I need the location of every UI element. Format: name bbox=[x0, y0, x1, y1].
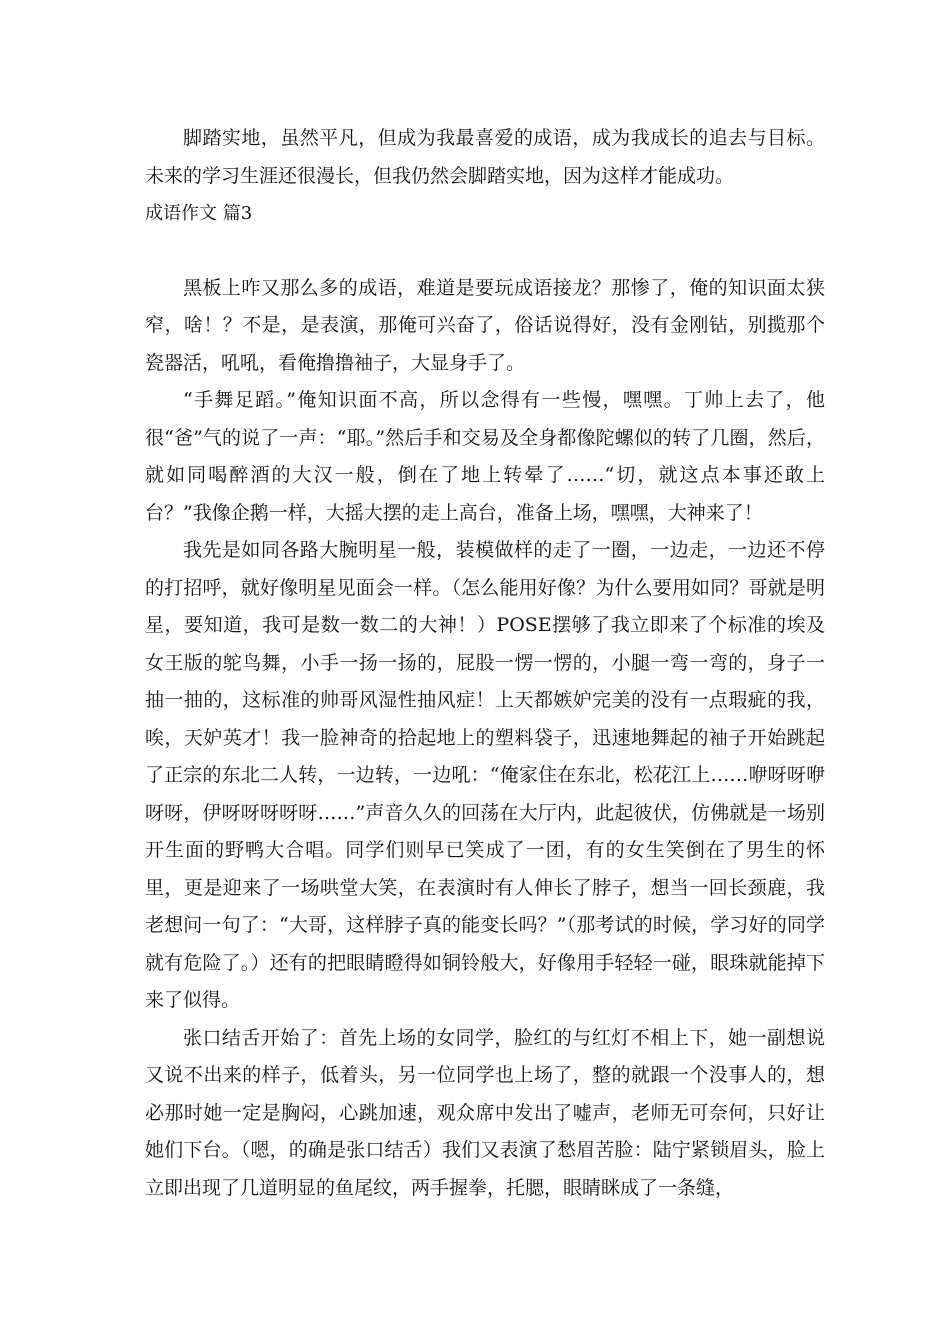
blank-line bbox=[145, 233, 825, 270]
body-paragraph: 张口结舌开始了：首先上场的女同学，脸红的与红灯不相上下，她一副想说又说不出来的样子，低着头，另一位同学也上场了，整的就跟一个没事人的，想必那时她一定是胸闷，心跳加速，观众席中发出了嘘声，老师无可奈何，只好让她们下台。（嗯，的确是张口结舌）我们又表演了愁眉苦脸：陆宁紧锁眉头，脸上立即出现了几道明显的鱼尾纹，两手握拳，托腮，眼睛眯成了一条缝， bbox=[145, 1026, 825, 1199]
document-body bbox=[145, 120, 825, 1207]
intro-paragraph: 脚踏实地，虽然平凡，但成为我最喜爱的成语，成为我成长的追去与目标。未来的学习生涯还很漫长，但我仍然会脚踏实地，因为这样才能成功。 bbox=[145, 127, 825, 187]
body-paragraph: 我先是如同各路大腕明星一般，装模做样的走了一圈，一边走，一边还不停的打招呼，就好像明星见面会一样。（怎么能用好像？为什么要用如同？哥就是明星，要知道，我可是数一数二的大神！）POSE摆够了我立即来了个标准的埃及女王版的鸵鸟舞，小手一扬一扬的，屁股一愣一愣的，小腿一弯一弯的，身子一抽一抽的，这标准的帅哥风湿性抽风症！上天都嫉妒完美的没有一点瑕疵的我，唉，天妒英才！我一脸神奇的拾起地上的塑料袋子，迅速地舞起的袖子开始跳起了正宗的东北二人转，一边转，一边吼：“俺家住在东北，松花江上……咿呀呀咿呀呀，伊呀呀呀呀呀……”声音久久的回荡在大厅内，此起彼伏，仿佛就是一场别开生面的野鸭大合唱。同学们则早已笑成了一团，有的女生笑倒在了男生的怀里，更是迎来了一场哄堂大笑，在表演时有人伸长了脖子，想当一回长颈鹿，我老想问一句了：“大哥，这样脖子真的能变长吗？”（那考试的时候，学习好的同学就有危险了。）还有的把眼睛瞪得如铜铃般大，好像用手轻轻一碰，眼珠就能掉下来了似得。 bbox=[145, 539, 825, 1011]
body-paragraph: “手舞足蹈。”俺知识面不高，所以念得有一些慢，嘿嘿。丁帅上去了，他很“爸”气的说了一声：“耶。”然后手和交易及全身都像陀螺似的转了几圈，然后，就如同喝醉酒的大汉一般，倒在了地上转晕了……“切，就这点本事还敢上台？”我像企鹅一样，大摇大摆的走上高台，准备上场，嘿嘿，大神来了！ bbox=[145, 389, 825, 524]
section-heading: 成语作文 篇3 bbox=[145, 203, 253, 224]
body-paragraph: 黑板上咋又那么多的成语，难道是要玩成语接龙？那惨了，俺的知识面太狭窄，啥！？不是，是表演，那俺可兴奋了，俗话说得好，没有金刚钻，别揽那个瓷器活，吼吼，看俺撸撸袖子，大显身手了。 bbox=[145, 276, 825, 374]
